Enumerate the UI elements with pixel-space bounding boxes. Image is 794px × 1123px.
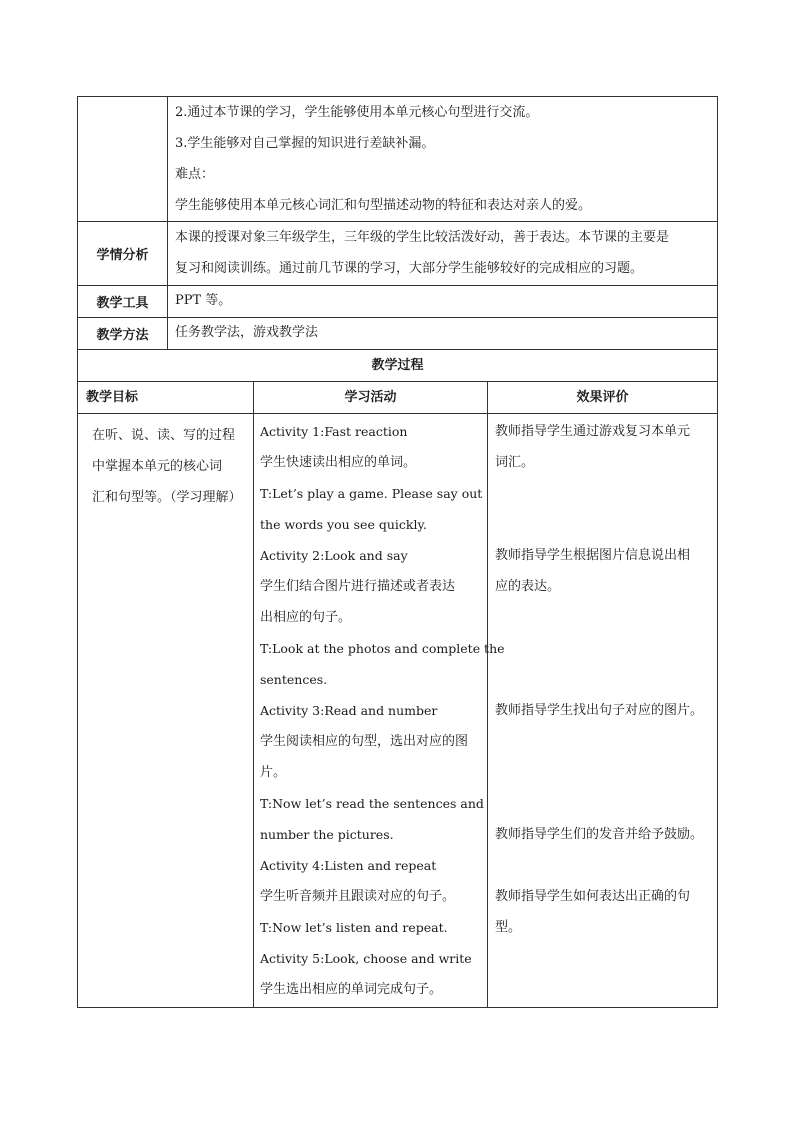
goals-line: 2.通过本节课的学习，学生能够使用本单元核心句型进行交流。 [175, 105, 539, 120]
process-title-row [78, 350, 718, 382]
lesson-plan-table [77, 96, 718, 1008]
analysis-label: 学情分析 [78, 222, 168, 286]
evaluation-line [488, 850, 717, 881]
evaluation-line [488, 602, 717, 633]
goals-row [78, 97, 718, 222]
activity-cell [254, 414, 505, 1008]
evaluation-line: 教师指导学生找出句子对应的图片。 [495, 703, 704, 718]
process-title: 教学过程 [78, 350, 718, 382]
activity-line: 学生选出相应的单词完成句子。 [260, 982, 443, 997]
activity-line: 出相应的句子。 [260, 610, 352, 625]
activity-line: 学生们结合图片进行描述或者表达 [260, 579, 456, 594]
methods-value: 任务教学法，游戏教学法 [168, 318, 718, 350]
process-header-row [78, 382, 718, 414]
activity-line: 片。 [260, 765, 287, 780]
evaluation-line [488, 757, 717, 788]
evaluation-line [488, 478, 717, 509]
evaluation-line: 教师指导学生们的发音并给予鼓励。 [495, 827, 704, 842]
evaluation-line: 应的表达。 [495, 579, 561, 594]
methods-row [78, 318, 718, 350]
analysis-cell [168, 222, 718, 286]
process-body-row [78, 414, 718, 1008]
evaluation-line [488, 664, 717, 695]
tools-value: PPT 等。 [168, 286, 718, 318]
analysis-row [78, 222, 718, 286]
evaluation-line: 教师指导学生如何表达出正确的句 [495, 889, 691, 904]
header-activity: 学习活动 [254, 382, 488, 414]
activity-line: Activity 3:Read and number [260, 703, 438, 718]
activity-line: 学生听音频并且跟读对应的句子。 [260, 889, 456, 904]
objective-cell [78, 414, 254, 1008]
goals-line: 难点： [175, 167, 215, 182]
activity-line: 学生快速读出相应的单词。 [260, 455, 417, 470]
activity-line: T:Now let’s listen and repeat. [260, 920, 448, 935]
objective-line: 汇和句型等。（学习理解） [92, 490, 242, 505]
evaluation-line: 型。 [495, 920, 522, 935]
activity-line: Activity 2:Look and say [260, 548, 408, 563]
activity-line: Activity 5:Look, choose and write [260, 951, 472, 966]
goals-cell [168, 97, 718, 222]
evaluation-line [488, 633, 717, 664]
analysis-line: 复习和阅读训练。通过前几节课的学习，大部分学生能够较好的完成相应的习题。 [175, 261, 644, 276]
header-evaluation: 效果评价 [488, 382, 718, 414]
activity-line: Activity 4:Listen and repeat [260, 858, 437, 873]
header-objective: 教学目标 [78, 382, 254, 414]
activity-line: the words you see quickly. [260, 517, 427, 532]
tools-label: 教学工具 [78, 286, 168, 318]
activity-line: Activity 1:Fast reaction [260, 424, 408, 439]
activity-line: sentences. [260, 672, 328, 687]
objective-line: 中掌握本单元的核心词 [92, 459, 223, 474]
activity-line: T:Now let’s read the sentences and [260, 796, 484, 811]
goals-line: 学生能够使用本单元核心词汇和句型描述动物的特征和表达对亲人的爱。 [175, 198, 592, 213]
evaluation-line: 教师指导学生通过游戏复习本单元 [495, 424, 691, 439]
evaluation-line: 词汇。 [495, 455, 535, 470]
tools-row [78, 286, 718, 318]
goals-line: 3.学生能够对自己掌握的知识进行差缺补漏。 [175, 136, 435, 151]
evaluation-line [488, 509, 717, 540]
evaluation-line [488, 726, 717, 757]
activity-line: T:Look at the photos and complete the [260, 641, 505, 656]
goals-label-cell [78, 97, 168, 222]
methods-label: 教学方法 [78, 318, 168, 350]
objective-line: 在听、说、读、写的过程 [92, 428, 236, 443]
evaluation-cell [488, 414, 718, 1008]
evaluation-line [488, 788, 717, 819]
analysis-line: 本课的授课对象三年级学生，三年级的学生比较活泼好动，善于表达。本节课的主要是 [175, 230, 670, 245]
activity-line: 学生阅读相应的句型，选出对应的图 [260, 734, 469, 749]
activity-line: number the pictures. [260, 827, 394, 842]
evaluation-line: 教师指导学生根据图片信息说出相 [495, 548, 691, 563]
activity-line: T:Let’s play a game. Please say out [260, 486, 483, 501]
